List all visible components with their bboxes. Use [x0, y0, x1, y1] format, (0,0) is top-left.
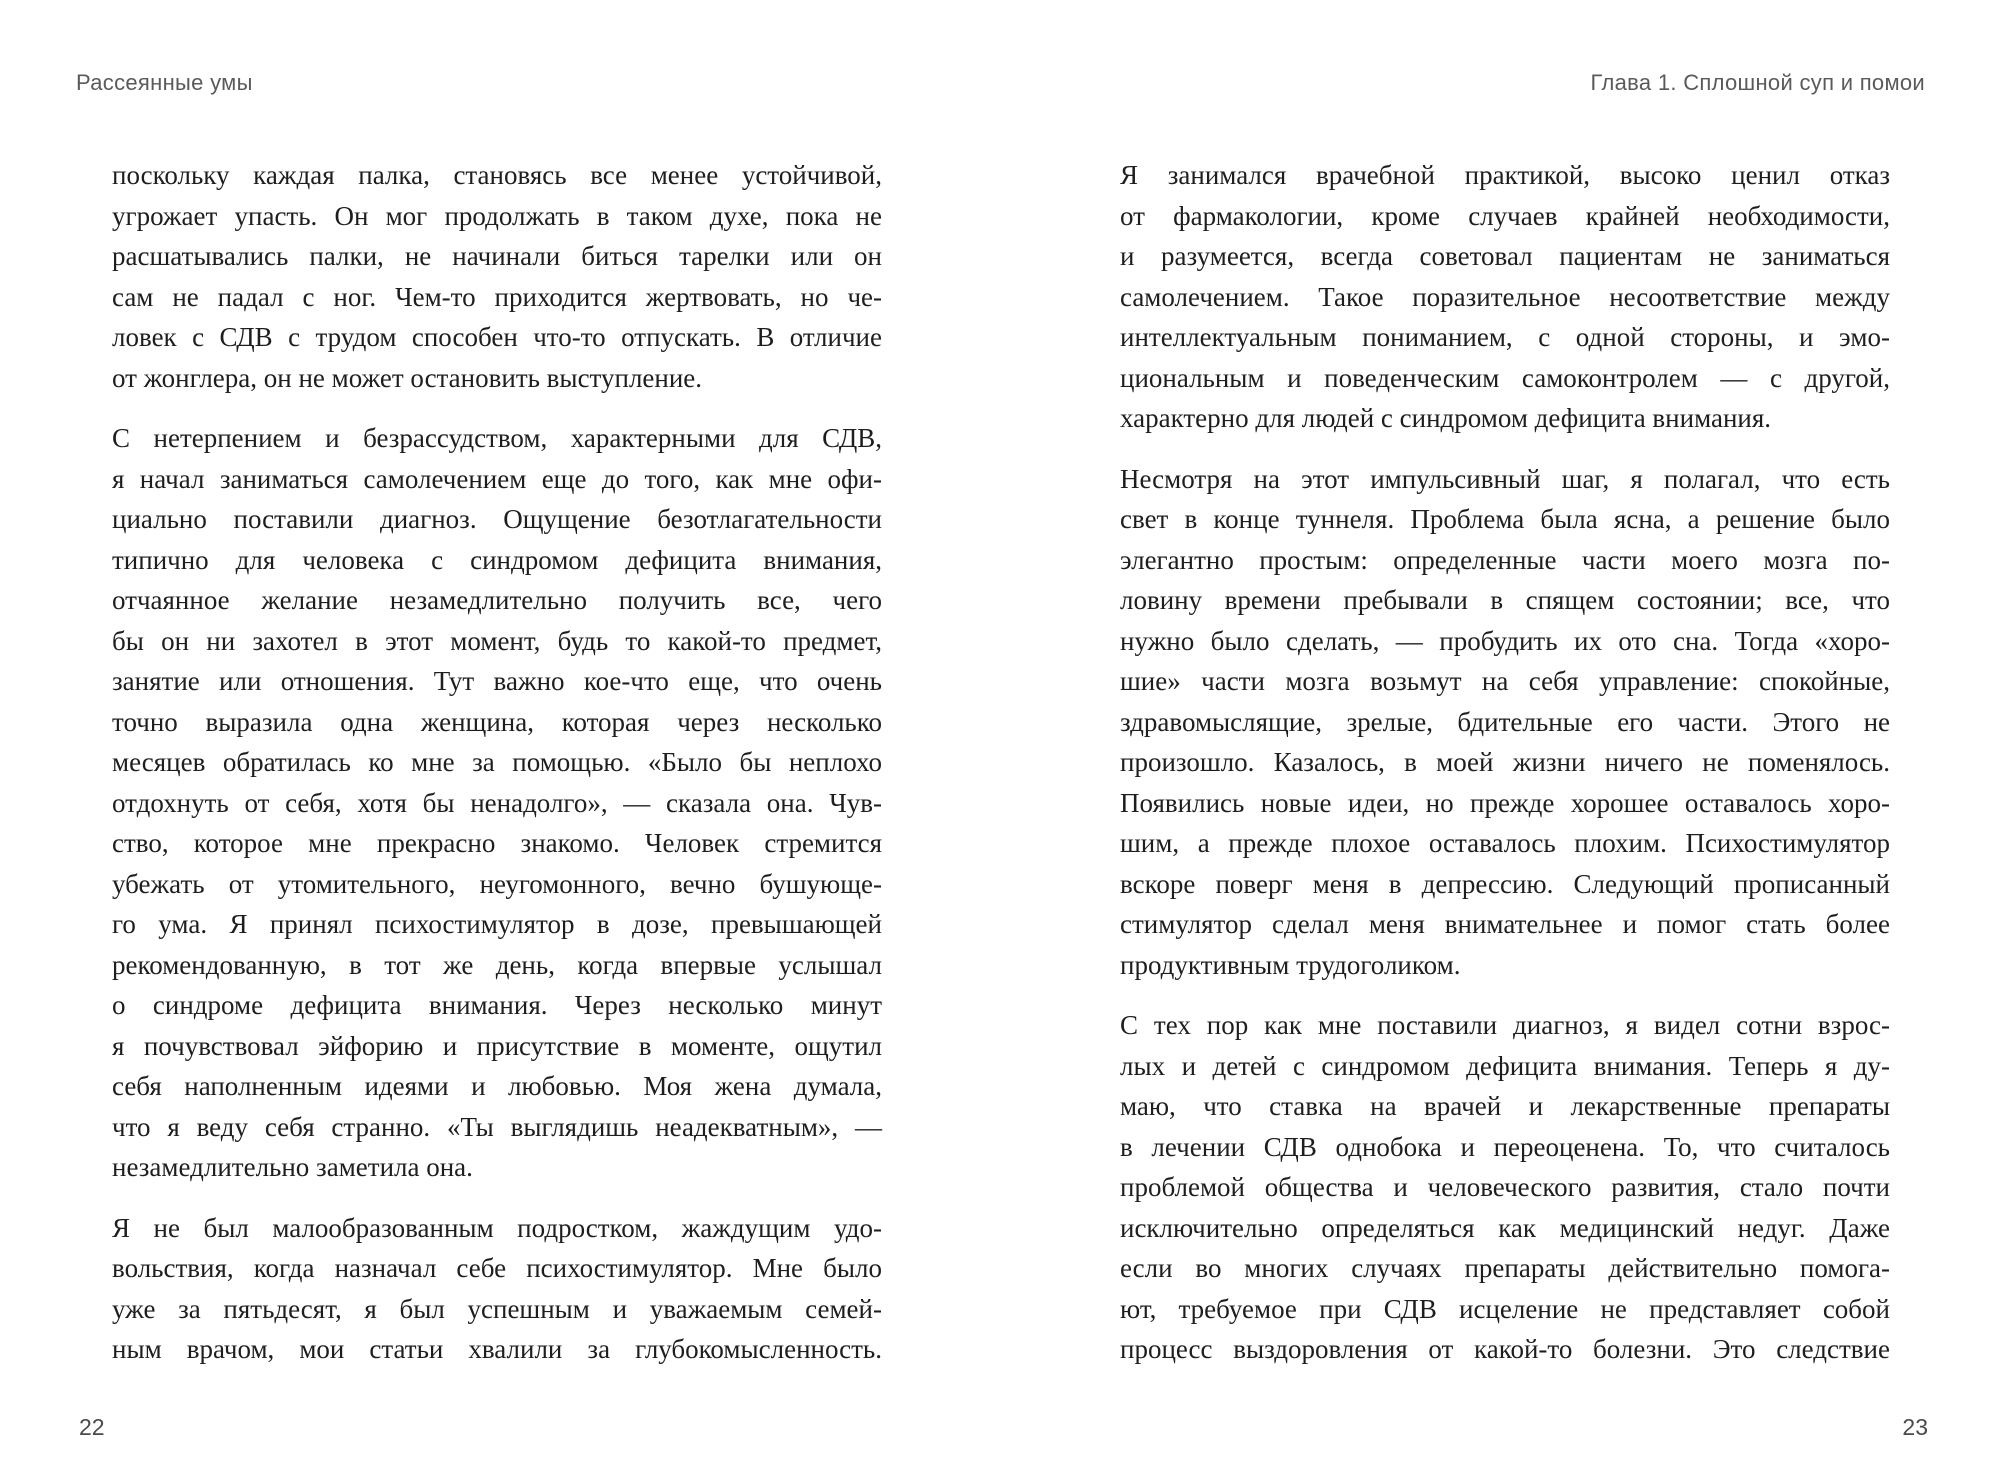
text-line: в лечении СДВ однобока и переоценена. То, что считалось — [1120, 1131, 1890, 1162]
text-line: здравомыслящие, зрелые, бдительные его части. Этого не — [1120, 706, 1890, 737]
text-line: интеллектуальным пониманием, с одной стороны, и эмо- — [1120, 322, 1890, 352]
text-line: сам не падал с ног. Чем-то приходится жертвовать, но че- — [112, 281, 882, 312]
text-line: типично для человека с синдромом дефицита внимания, — [112, 544, 882, 575]
text-line: угрожает упасть. Он мог продолжать в таком духе, пока не — [112, 200, 882, 231]
text-line: циально поставили диагноз. Ощущение безотлагательности — [112, 504, 882, 534]
text-line: го ума. Я принял психостимулятор в дозе, превышающей — [112, 909, 882, 939]
running-head-book-title: Рассеянные умы — [76, 70, 253, 95]
page-number: 23 — [1902, 1414, 1928, 1440]
text-line: себя наполненным идеями и любовью. Моя жена думала, — [112, 1071, 882, 1101]
text-line: я почувствовал эйфорию и присутствие в моменте, ощутил — [112, 1030, 882, 1061]
text-line: самолечением. Такое поразительное несоответствие между — [1120, 281, 1890, 312]
text-line: отчаянное желание незамедлительно получить все, чего — [112, 585, 882, 615]
running-head-chapter-title: Глава 1. Сплошной суп и помои — [1590, 70, 1925, 95]
text-line: о синдроме дефицита внимания. Через несколько минут — [112, 990, 882, 1020]
text-line: точно выразила одна женщина, которая через несколько — [112, 706, 882, 737]
paragraph — [1120, 459, 1890, 986]
text-line: ным врачом, мои статьи хвалили за глубокомысленность. — [112, 1334, 882, 1364]
text-line: шие» части мозга возьмут на себя управление: спокойные, — [1120, 666, 1890, 696]
text-line: произошло. Казалось, в моей жизни ничего не поменялось. — [1120, 747, 1890, 777]
text-line: Я занимался врачебной практикой, высоко ценил отказ — [1120, 160, 1890, 190]
text-line: Я не был малообразованным подростком, жаждущим удо- — [112, 1212, 882, 1243]
text-line: С нетерпением и безрассудством, характерными для СДВ, — [112, 423, 882, 453]
text-line: занятие или отношения. Тут важно кое-что еще, что очень — [112, 666, 882, 696]
text-line: ство, которое мне прекрасно знакомо. Человек стремится — [112, 828, 882, 858]
text-line: от фармакологии, кроме случаев крайней необходимости, — [1120, 200, 1890, 231]
text-line: Несмотря на этот импульсивный шаг, я полагал, что есть — [1120, 463, 1890, 494]
text-line: ловину времени пребывали в спящем состоянии; все, что — [1120, 585, 1890, 615]
paragraph — [112, 1208, 882, 1370]
text-line: рекомендованную, в тот же день, когда впервые услышал — [112, 949, 882, 980]
text-line: что я веду себя странно. «Ты выглядишь неадекватным», — — [112, 1111, 882, 1142]
page-number: 22 — [79, 1414, 105, 1440]
text-line: шим, а прежде плохое оставалось плохим. Психостимулятор — [1120, 828, 1890, 858]
text-line: нужно было сделать, — пробудить их ото сна. Тогда «хоро- — [1120, 625, 1890, 656]
text-line: незамедлительно заметила она. — [112, 1152, 473, 1182]
text-line: месяцев обратилась ко мне за помощью. «Было бы неплохо — [112, 747, 882, 777]
text-line: элегантно простым: определенные части моего мозга по- — [1120, 544, 1890, 575]
text-line: бы он ни захотел в этот момент, будь то какой-то предмет, — [112, 625, 882, 656]
text-line: если во многих случаях препараты действительно помога- — [1120, 1253, 1890, 1283]
paragraph — [1120, 1005, 1890, 1370]
right-page — [1000, 0, 2000, 1479]
text-line: ют, требуемое при СДВ исцеление не представляет собой — [1120, 1293, 1890, 1324]
left-page-body — [112, 155, 882, 1390]
text-line: проблемой общества и человеческого развития, стало почти — [1120, 1172, 1890, 1202]
text-line: Появились новые идеи, но прежде хорошее оставалось хоро- — [1120, 787, 1890, 818]
text-line: характерно для людей с синдромом дефицита внимания. — [1120, 403, 1772, 433]
paragraph — [112, 155, 882, 398]
text-line: свет в конце туннеля. Проблема была ясна, а решение было — [1120, 504, 1890, 534]
text-line: С тех пор как мне поставили диагноз, я видел сотни взрос- — [1120, 1010, 1890, 1040]
paragraph — [1120, 155, 1890, 439]
text-line: исключительно определяться как медицинский недуг. Даже — [1120, 1212, 1890, 1243]
text-line: вольствия, когда назначал себе психостимулятор. Мне было — [112, 1253, 882, 1283]
text-line: вскоре поверг меня в депрессию. Следующий прописанный — [1120, 868, 1890, 899]
text-line: отдохнуть от себя, хотя бы ненадолго», — сказала она. Чув- — [112, 787, 882, 818]
text-line: процесс выздоровления от какой-то болезни. Это следствие — [1120, 1334, 1890, 1364]
text-line: от жонглера, он не может остановить выступление. — [112, 362, 703, 393]
text-line: продуктивным трудоголиком. — [1120, 949, 1461, 980]
text-line: лых и детей с синдромом дефицита внимания. Теперь я ду- — [1120, 1050, 1890, 1081]
text-line: я начал заниматься самолечением еще до того, как мне офи- — [112, 463, 882, 494]
text-line: поскольку каждая палка, становясь все менее устойчивой, — [112, 160, 882, 190]
text-line: и разумеется, всегда советовал пациентам не заниматься — [1120, 241, 1890, 271]
text-line: уже за пятьдесят, я был успешным и уважаемым семей- — [112, 1293, 882, 1324]
text-line: стимулятор сделал меня внимательнее и помог стать более — [1120, 909, 1890, 939]
right-page-body — [1120, 155, 1890, 1390]
paragraph — [112, 418, 882, 1188]
text-line: ловек с СДВ с трудом способен что-то отпускать. В отличие — [112, 322, 882, 352]
text-line: расшатывались палки, не начинали биться тарелки или он — [112, 241, 882, 271]
text-line: убежать от утомительного, неугомонного, вечно бушующе- — [112, 868, 882, 899]
text-line: циональным и поведенческим самоконтролем — с другой, — [1120, 362, 1890, 393]
text-line: маю, что ставка на врачей и лекарственные препараты — [1120, 1091, 1890, 1121]
